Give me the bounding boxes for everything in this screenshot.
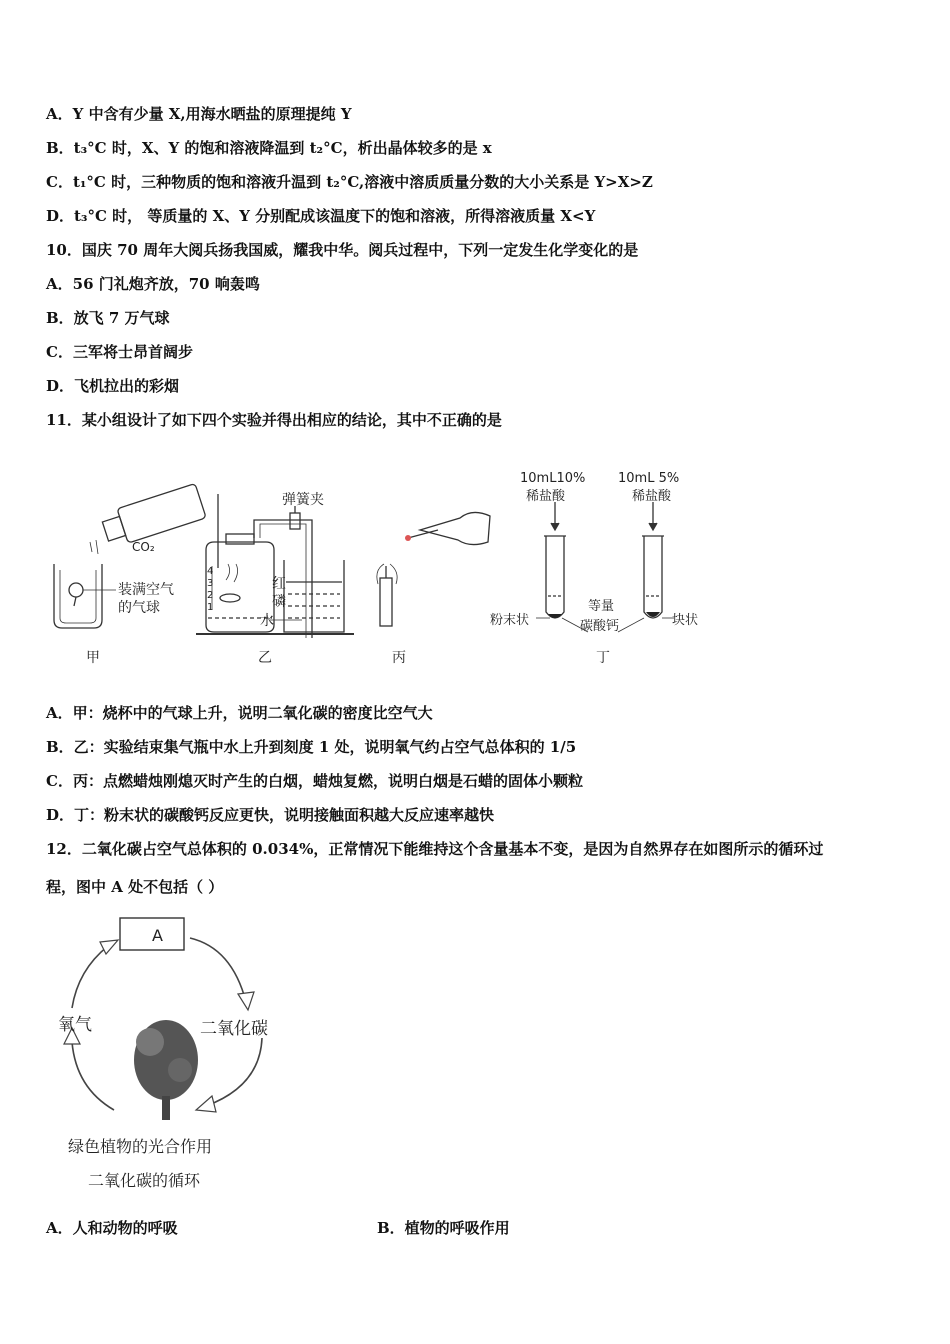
cycle-oxygen-label: 氧气 [58,1015,92,1035]
ding-lump-label: 块状 [672,613,699,628]
q12-stem-line1: 12．二氧化碳占空气总体积的 0.034%，正常情况下能维持这个含量基本不变，是因为自然界存在如图所示的循环过 [46,840,824,858]
yi-scale-1: 1 [207,602,214,613]
q9-option-d: D．t₃°C 时， 等质量的 X、Y 分别配成该温度下的饱和溶液，所得溶液质量 X<Y [46,207,596,225]
jia-bottle-label: CO₂ [132,540,155,554]
q9-option-c: C．t₁°C 时，三种物质的饱和溶液升温到 t₂°C,溶液中溶质质量分数的大小关系是 Y>X>Z [46,173,653,191]
ding-acid1-line1: 10mL10% [520,471,586,486]
q12-option-a: A．人和动物的呼吸 [46,1219,178,1237]
q10-option-b: B．放飞 7 万气球 [46,309,170,327]
q11-option-a: A．甲：烧杯中的气球上升，说明二氧化碳的密度比空气大 [46,704,433,722]
q10-option-d: D．飞机拉出的彩烟 [46,377,180,395]
q9-option-b: B．t₃°C 时，X、Y 的饱和溶液降温到 t₂°C，析出晶体较多的是 x [46,139,492,157]
bing-hand [420,512,490,544]
q10-option-a: A．56 门礼炮齐放，70 响轰鸣 [46,275,260,293]
yi-red-2: 磷 [272,594,286,610]
q12-option-b: B．植物的呼吸作用 [377,1219,510,1237]
yi-clip-label: 弹簧夹 [282,492,324,508]
q10-option-c: C．三军将士昂首阔步 [46,343,193,361]
yi-red-1: 红 [272,576,286,592]
q11-option-b: B．乙：实验结束集气瓶中水上升到刻度 1 处，说明氧气约占空气总体积的 1/5 [46,738,577,756]
yi-scale-3: 3 [207,578,214,589]
ding-caption: 丁 [596,650,610,666]
jia-co2-bottle [100,483,206,548]
q12-stem-line2: 程，图中 A 处不包括（ ） [46,878,224,896]
cycle-plant-label: 绿色植物的光合作用 [68,1137,213,1156]
q11-stem: 11．某小组设计了如下四个实验并得出相应的结论，其中不正确的是 [46,411,502,429]
ding-powder-label: 粉末状 [490,613,530,628]
yi-water-label: 水 [260,613,274,629]
ding-acid2-line1: 10mL 5% [618,471,680,486]
cycle-co2-label: 二氧化碳 [200,1019,268,1039]
q10-stem: 10．国庆 70 周年大阅兵扬我国威，耀我中华。阅兵过程中，下列一定发生化学变化的是 [46,241,639,259]
q11-experiment-figure [40,460,720,675]
jia-label-2: 的气球 [118,600,160,616]
ding-equal-label: 等量 [588,599,615,614]
yi-scale-2: 2 [207,590,214,601]
yi-scale-4: 4 [207,566,214,577]
yi-spring-clip [290,513,300,529]
q12-carbon-cycle-figure [50,910,310,1200]
cycle-box-label: A [152,926,163,945]
q9-option-a: A．Y 中含有少量 X,用海水晒盐的原理提纯 Y [46,105,352,123]
ding-tube-1 [546,536,564,618]
ding-acid1-line2: 稀盐酸 [526,489,566,504]
q11-option-c: C．丙：点燃蜡烛刚熄灭时产生的白烟，蜡烛复燃，说明白烟是石蜡的固体小颗粒 [46,772,583,790]
ding-acid2-line2: 稀盐酸 [632,489,672,504]
tree-icon [134,1020,198,1120]
yi-beaker [284,560,344,632]
q11-option-d: D．丁：粉末状的碳酸钙反应更快，说明接触面积越大反应速率越快 [46,806,495,824]
ding-caco3-label: 碳酸钙 [580,619,620,634]
bing-caption: 丙 [392,650,406,666]
jia-beaker [54,564,102,628]
bing-candle [380,578,392,626]
yi-caption: 乙 [258,650,272,666]
jia-caption: 甲 [86,650,100,666]
cycle-caption: 二氧化碳的循环 [88,1171,201,1190]
jia-label-1: 装满空气 [118,582,174,598]
jia-balloon [69,583,83,597]
ding-tube-2 [644,536,662,618]
